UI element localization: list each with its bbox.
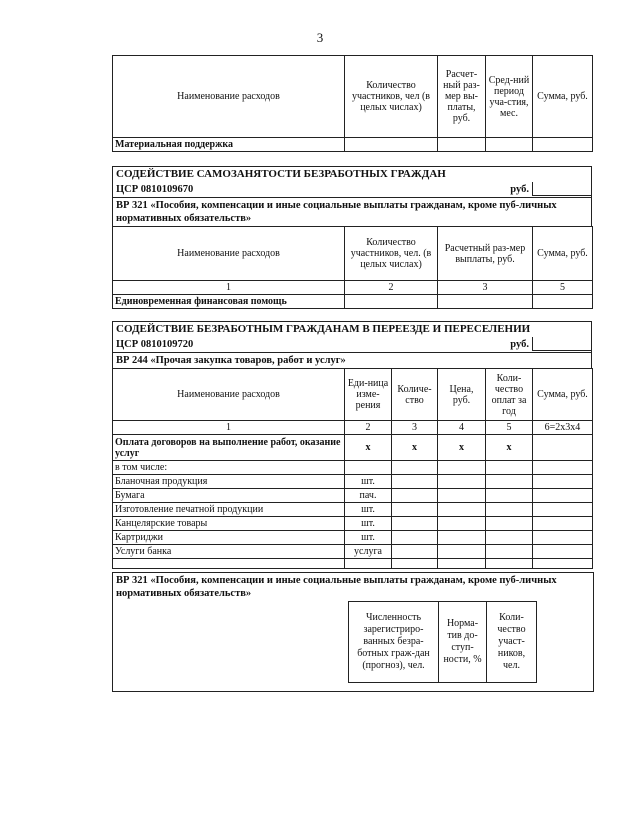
column-number: 6=2х3х4 bbox=[533, 421, 593, 435]
rub-amount-box bbox=[532, 182, 591, 196]
column-number: 3 bbox=[392, 421, 438, 435]
page-number: 3 bbox=[316, 30, 324, 45]
table-cell: х bbox=[438, 435, 486, 461]
row-label: в том числе: bbox=[113, 461, 345, 475]
table-cell: х bbox=[392, 435, 438, 461]
unit-cell: пач. bbox=[345, 489, 392, 503]
header-cell: Наименование расходов bbox=[113, 56, 345, 138]
row-label: Картриджи bbox=[113, 531, 345, 545]
column-number: 4 bbox=[438, 421, 486, 435]
rub-label: руб. bbox=[510, 339, 529, 350]
column-number: 3 bbox=[438, 281, 533, 295]
header-cell: Численность зарегистриро-ванных безра-ботных граж-дан (прогноз), чел. bbox=[349, 602, 439, 683]
table-cell bbox=[438, 295, 533, 309]
section-self-employment bbox=[112, 166, 592, 309]
row-label: Единовременная финансовая помощь bbox=[113, 295, 345, 309]
header-cell: Сред-ний период уча-стия, мес. bbox=[486, 56, 533, 138]
section-title: СОДЕЙСТВИЕ БЕЗРАБОТНЫМ ГРАЖДАНАМ В ПЕРЕЕЗДЕ И ПЕРЕСЕЛЕНИИ bbox=[112, 321, 592, 337]
header-cell: Коли-чество участ-ников, чел. bbox=[487, 602, 537, 683]
vr-line: ВР 244 «Прочая закупка товаров, работ и услуг» bbox=[112, 352, 592, 368]
row-label: Услуги банка bbox=[113, 545, 345, 559]
section-relocation bbox=[112, 321, 592, 569]
row-label: Канцелярские товары bbox=[113, 517, 345, 531]
rub-label: руб. bbox=[510, 184, 529, 195]
vr-line: ВР 321 «Пособия, компенсации и иные социальные выплаты гражданам, кроме пуб-личных нормативных обязательств» bbox=[112, 197, 592, 226]
table-cell bbox=[533, 138, 593, 152]
column-number: 2 bbox=[345, 281, 438, 295]
header-cell: Количество участников, чел (в целых числах) bbox=[345, 56, 438, 138]
section-title: СОДЕЙСТВИЕ САМОЗАНЯТОСТИ БЕЗРАБОТНЫХ ГРАЖДАН bbox=[112, 166, 592, 182]
participants-table bbox=[348, 601, 537, 683]
header-cell: Наименование расходов bbox=[113, 369, 345, 421]
header-cell: Расчет-ный раз-мер вы-платы, руб. bbox=[438, 56, 486, 138]
table-cell bbox=[345, 295, 438, 309]
section-benefits bbox=[112, 572, 594, 692]
column-number: 2 bbox=[345, 421, 392, 435]
header-cell: Норма-тив до-ступ-ности, % bbox=[439, 602, 487, 683]
row-label: Бумага bbox=[113, 489, 345, 503]
vr-line: ВР 321 «Пособия, компенсации и иные социальные выплаты гражданам, кроме пуб-личных нормативных обязательств» bbox=[116, 575, 557, 599]
csr-code: ЦСР 0810109720 bbox=[116, 339, 194, 350]
unit-cell: шт. bbox=[345, 531, 392, 545]
row-label: Материальная поддержка bbox=[113, 138, 345, 152]
header-cell: Сумма, руб. bbox=[533, 369, 593, 421]
column-number: 5 bbox=[486, 421, 533, 435]
unit-cell: услуга bbox=[345, 545, 392, 559]
rub-amount-box bbox=[532, 337, 591, 351]
header-cell: Количе-ство bbox=[392, 369, 438, 421]
unit-cell: шт. bbox=[345, 475, 392, 489]
unit-cell: шт. bbox=[345, 517, 392, 531]
table-cell bbox=[533, 435, 593, 461]
table-cell: х bbox=[345, 435, 392, 461]
csr-line bbox=[112, 337, 592, 352]
row-label: Бланочная продукция bbox=[113, 475, 345, 489]
table-cell bbox=[533, 295, 593, 309]
header-cell: Сумма, руб. bbox=[533, 56, 593, 138]
header-cell: Расчетный раз-мер выплаты, руб. bbox=[438, 227, 533, 281]
row-label: Оплата договоров на выполнение работ, оказание услуг bbox=[113, 435, 345, 461]
header-cell: Коли-чество оплат за год bbox=[486, 369, 533, 421]
header-cell: Еди-ница изме-рения bbox=[345, 369, 392, 421]
table-cell bbox=[486, 138, 533, 152]
table-cell bbox=[438, 138, 486, 152]
unit-cell: шт. bbox=[345, 503, 392, 517]
column-number: 1 bbox=[113, 281, 345, 295]
csr-line bbox=[112, 182, 592, 197]
header-cell: Сумма, руб. bbox=[533, 227, 593, 281]
column-number: 1 bbox=[113, 421, 345, 435]
header-cell: Наименование расходов bbox=[113, 227, 345, 281]
header-cell: Количество участников, чел. (в целых числах) bbox=[345, 227, 438, 281]
table-cell: х bbox=[486, 435, 533, 461]
row-label: Изготовление печатной продукции bbox=[113, 503, 345, 517]
csr-code: ЦСР 0810109670 bbox=[116, 184, 194, 195]
table-material-support bbox=[112, 55, 592, 152]
table-cell bbox=[345, 138, 438, 152]
column-number: 5 bbox=[533, 281, 593, 295]
header-cell: Цена, руб. bbox=[438, 369, 486, 421]
